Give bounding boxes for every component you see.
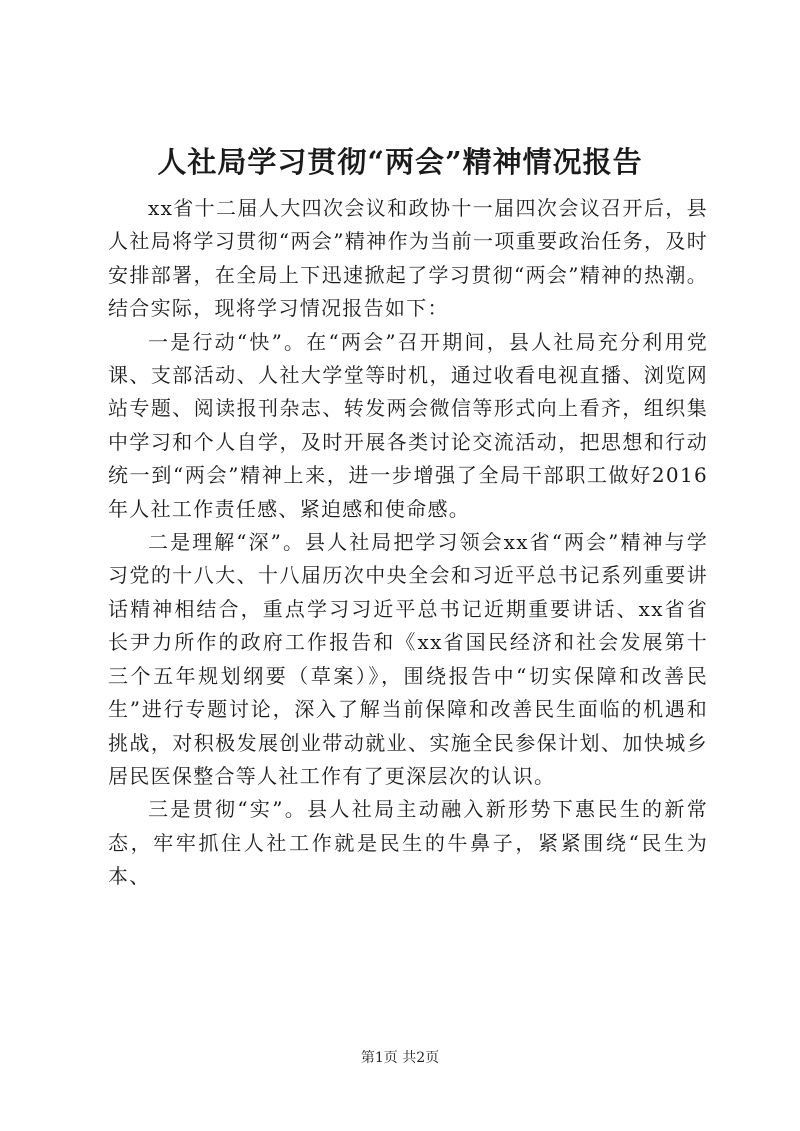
page-number-footer: 第1页 共2页 (360, 1050, 440, 1066)
paragraph-implementation-solid: 三是贯彻“实”。县人社局主动融入新形势下惠民生的新常态，牢牢抓住人社工作就是民生的牛鼻子，紧紧围绕“民生为本、 (108, 797, 708, 889)
document-body (108, 192, 708, 894)
paragraph-action-fast: 一是行动“快”。在“两会”召开期间，县人社局充分利用党课、支部活动、人社大学堂等时机，通过收看电视直播、浏览网站专题、阅读报刊杂志、转发两会微信等形式向上看齐，组织集中学习和个人自学，及时开展各类讨论交流活动，把思想和行动统一到“两会”精神上来，进一步增强了全局干部职工做好2016年人社工作责任感、紧迫感和使命感。 (108, 329, 708, 521)
document-title: 人社局学习贯彻“两会”精神情况报告 (157, 145, 643, 179)
paragraph-understanding-deep: 二是理解“深”。县人社局把学习领会xx省“两会”精神与学习党的十八大、十八届历次中央全会和习近平总书记系列重要讲话精神相结合，重点学习习近平总书记近期重要讲话、xx省省长尹力所作的政府工作报告和《xx省国民经济和社会发展第十三个五年规划纲要（草案）》，围绕报告中“切实保障和改善民生”进行专题讨论，深入了解当前保障和改善民生面临的机遇和挑战，对积极发展创业带动就业、实施全民参保计划、加快城乡居民医保整合等人社工作有了更深层次的认识。 (108, 530, 708, 788)
paragraph-intro: xx省十二届人大四次会议和政协十一届四次会议召开后，县人社局将学习贯彻“两会”精神作为当前一项重要政治任务，及时安排部署，在全局上下迅速掀起了学习贯彻“两会”精神的热潮。结合实际，现将学习情况报告如下： (108, 196, 708, 321)
